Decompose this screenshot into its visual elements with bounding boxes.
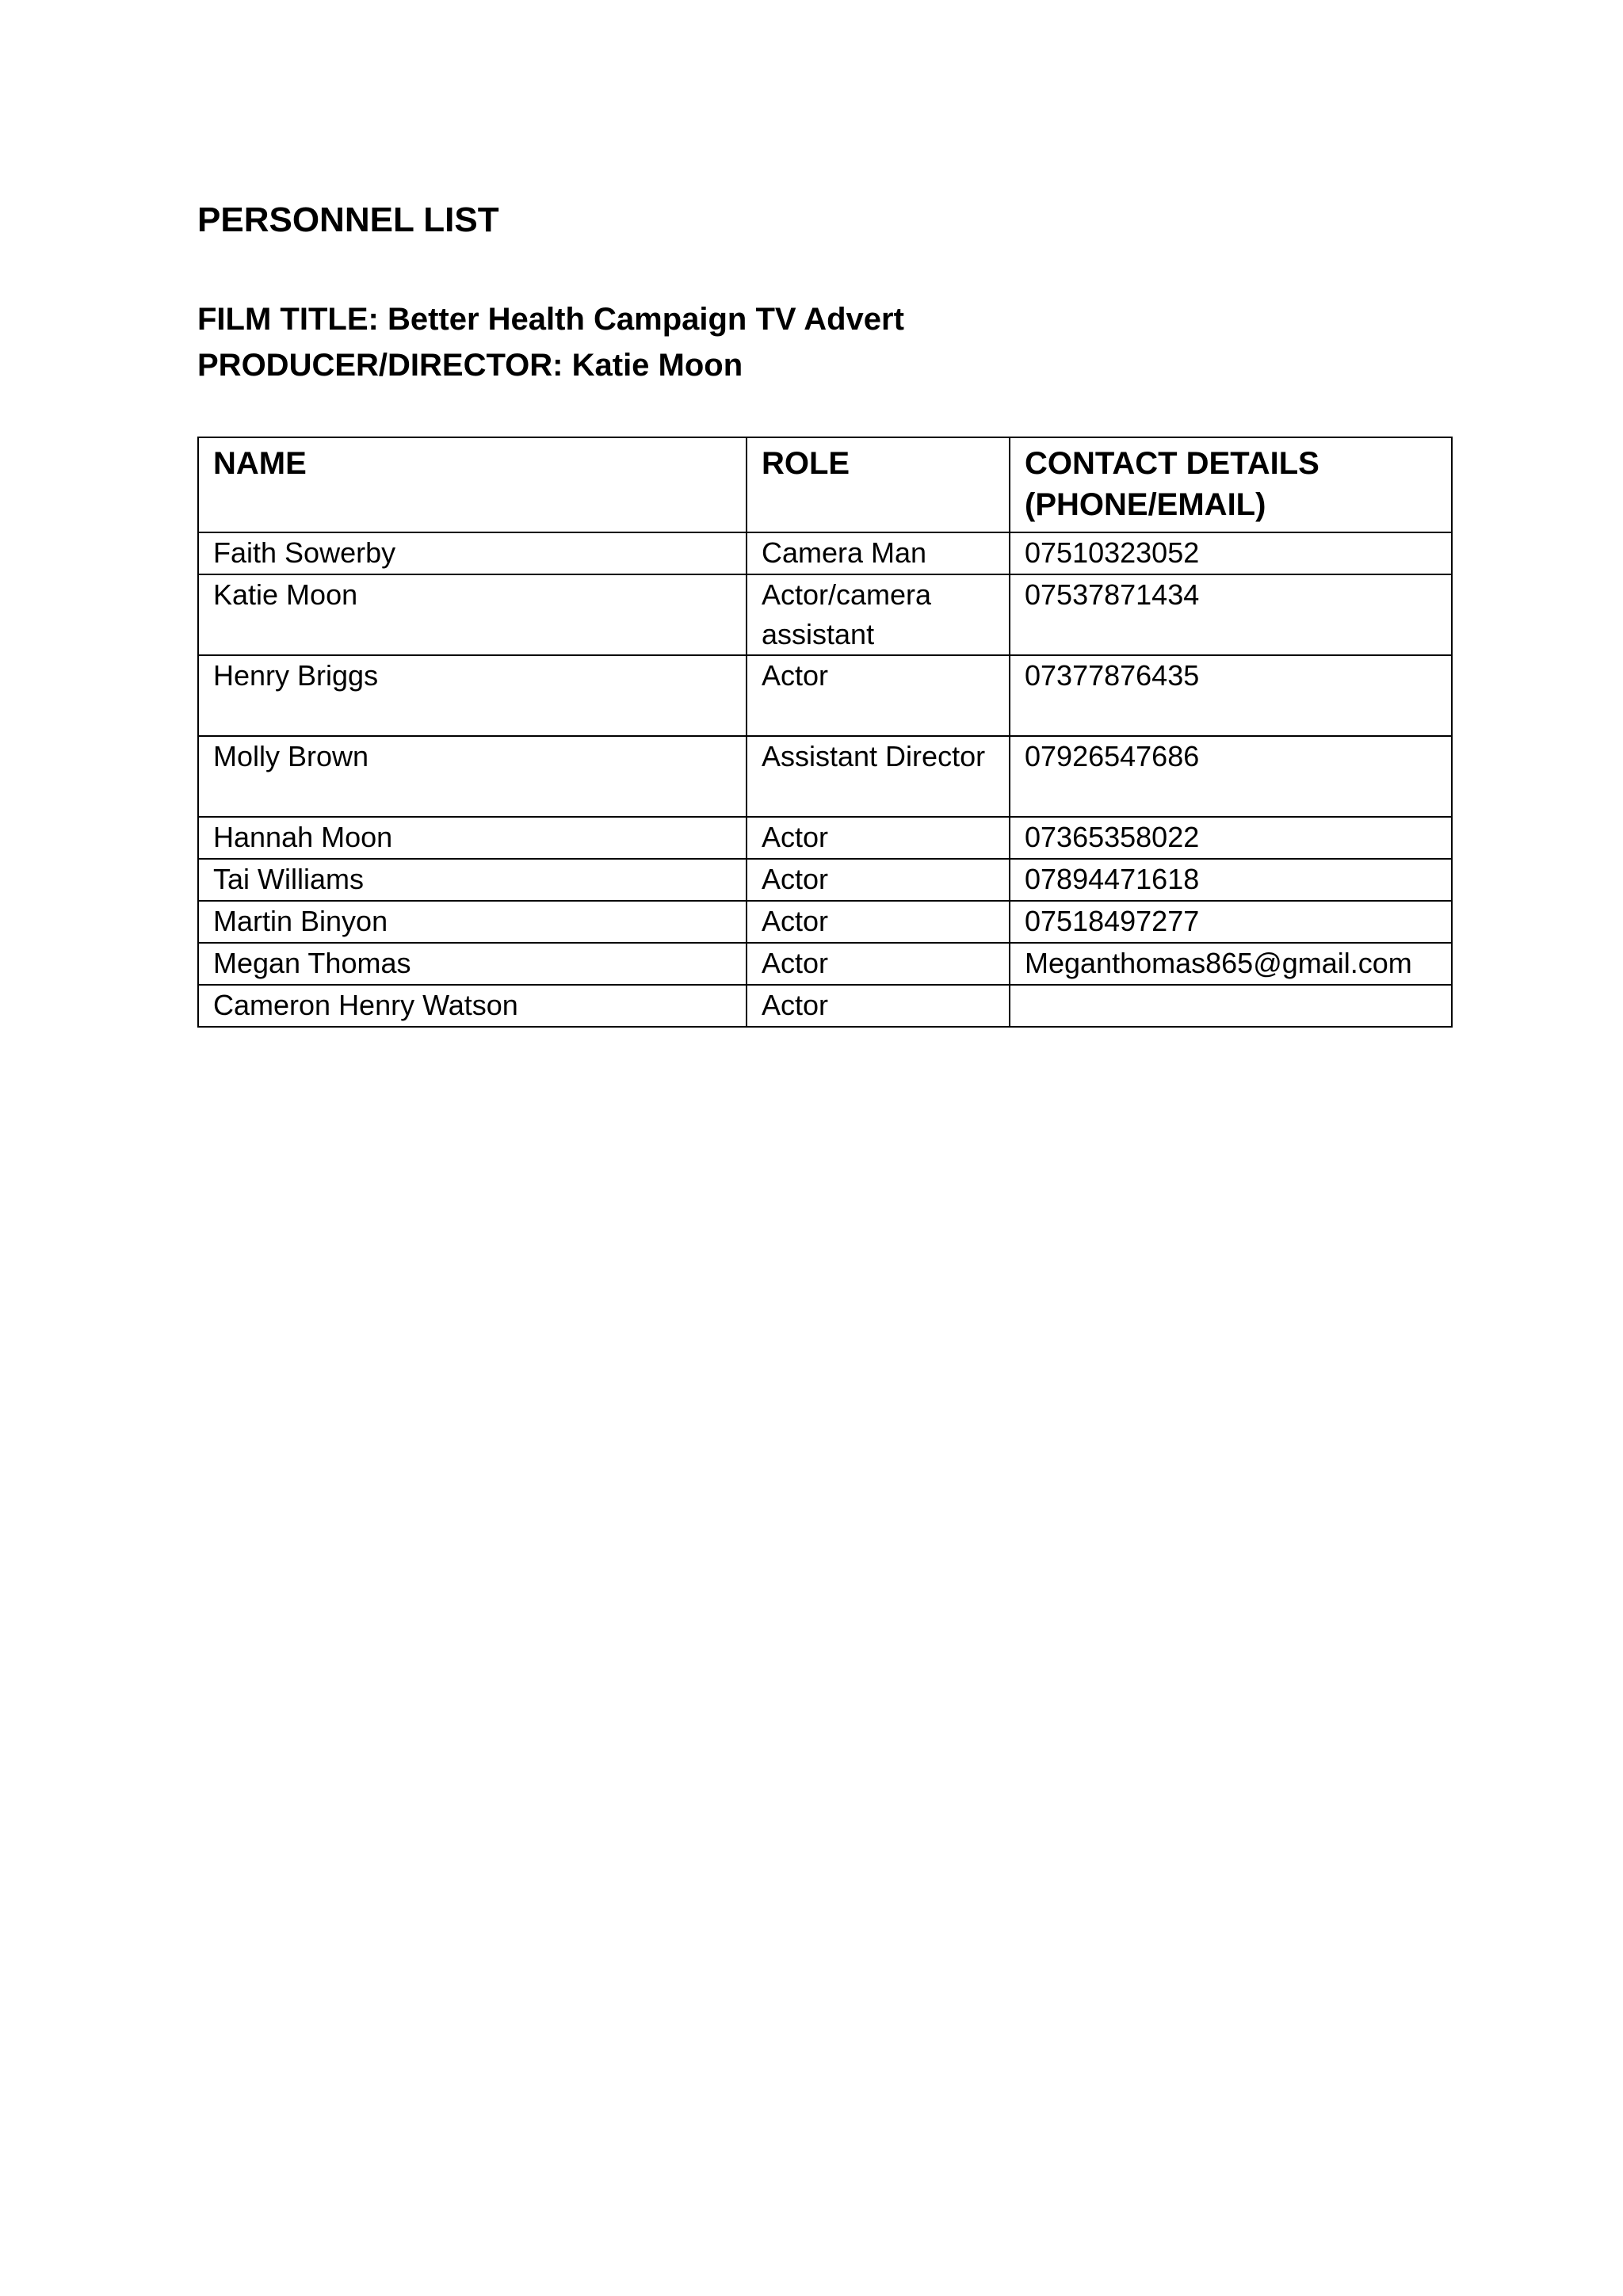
personnel-table bbox=[197, 437, 1453, 1028]
cell-role: Actor bbox=[747, 985, 1010, 1027]
table-row bbox=[198, 736, 1452, 817]
header-role: ROLE bbox=[747, 437, 1010, 532]
cell-name: Katie Moon bbox=[198, 574, 747, 655]
table-row bbox=[198, 859, 1452, 901]
cell-name: Henry Briggs bbox=[198, 655, 747, 736]
cell-contact: 07894471618 bbox=[1010, 859, 1452, 901]
header-contact-details: CONTACT DETAILS (PHONE/EMAIL) bbox=[1010, 437, 1452, 532]
producer-director-line: PRODUCER/DIRECTOR: Katie Moon bbox=[197, 348, 743, 383]
header-name: NAME bbox=[198, 437, 747, 532]
film-info bbox=[197, 296, 904, 388]
cell-role: Actor bbox=[747, 817, 1010, 859]
cell-name: Hannah Moon bbox=[198, 817, 747, 859]
cell-role: Actor bbox=[747, 901, 1010, 943]
film-title-line: FILM TITLE: Better Health Campaign TV Advert bbox=[197, 302, 904, 337]
table-row bbox=[198, 943, 1452, 985]
page-title: PERSONNEL LIST bbox=[197, 200, 499, 239]
cell-name: Faith Sowerby bbox=[198, 532, 747, 574]
table-header-row bbox=[198, 437, 1452, 532]
cell-contact bbox=[1010, 985, 1452, 1027]
cell-role: Assistant Director bbox=[747, 736, 1010, 817]
cell-contact: Meganthomas865@gmail.com bbox=[1010, 943, 1452, 985]
cell-contact: 07537871434 bbox=[1010, 574, 1452, 655]
table-row bbox=[198, 817, 1452, 859]
table-row bbox=[198, 901, 1452, 943]
cell-contact: 07365358022 bbox=[1010, 817, 1452, 859]
cell-name: Martin Binyon bbox=[198, 901, 747, 943]
table-row bbox=[198, 532, 1452, 574]
cell-role: Actor bbox=[747, 943, 1010, 985]
cell-contact: 07377876435 bbox=[1010, 655, 1452, 736]
cell-contact: 07510323052 bbox=[1010, 532, 1452, 574]
cell-name: Megan Thomas bbox=[198, 943, 747, 985]
cell-name: Cameron Henry Watson bbox=[198, 985, 747, 1027]
cell-role: Actor bbox=[747, 655, 1010, 736]
cell-contact: 07518497277 bbox=[1010, 901, 1452, 943]
cell-name: Tai Williams bbox=[198, 859, 747, 901]
table-row bbox=[198, 985, 1452, 1027]
cell-name: Molly Brown bbox=[198, 736, 747, 817]
table-row bbox=[198, 655, 1452, 736]
cell-contact: 07926547686 bbox=[1010, 736, 1452, 817]
cell-role: Actor bbox=[747, 859, 1010, 901]
table-row bbox=[198, 574, 1452, 655]
cell-role: Actor/camera assistant bbox=[747, 574, 1010, 655]
cell-role: Camera Man bbox=[747, 532, 1010, 574]
